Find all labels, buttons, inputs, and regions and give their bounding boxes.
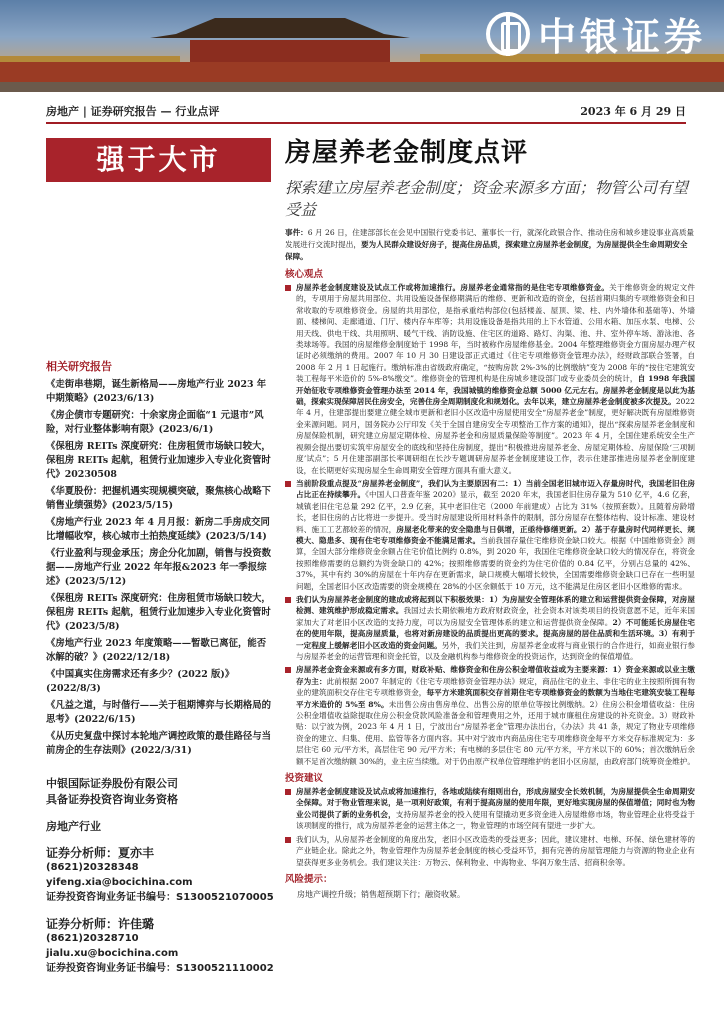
paragraph-bold2: 房屋老化带来的安全隐患与日俱增，正亟待修缮更新。2）基于存量房时代同样更长、规模大、隐患多、现有住宅专项维修资金不能满足需求。 (296, 524, 695, 545)
related-report-link[interactable]: 《 中国真实住房需求还有多少？(2022 版)》(2022/8/3) (46, 668, 274, 696)
company-name: 中银国际证券股份有限公司 (46, 777, 178, 790)
paragraph-bold: 我们认为房屋养老金制度的建成或将起到以下积极效果：1）为房屋安全管理体系的建立和运营提供资金保障，对房屋检测、建筑维护形成稳定需求。 (296, 594, 695, 616)
related-report-link[interactable]: 《 华夏股份：把握机遇实现规模突破，聚焦核心战略下销售业绩强势》(2023/5/15) (46, 485, 274, 513)
risk-text: 房地产调控升级；销售超预期下行；融资收紧。 (297, 889, 465, 899)
event-lead: 事件： (285, 228, 308, 237)
company-qualification: 具备证券投资咨询业务资格 (46, 793, 178, 806)
analyst-block-1 (46, 846, 274, 905)
report-date: 2023 年 6 月 29 日 (580, 105, 686, 118)
related-report-link[interactable]: 《 房地产行业 2023 年度策略——暂歇已离征，能否冰解的破？》(2022/12/18) (46, 637, 274, 665)
paragraph-text2: 2022 年 4 月，住建部提出要建立健全城市更新和老旧小区改造中房屋使用安全“房屋养老金”制度，更好解决既有房屋维修资金来源问题。同月，国务院办公厅印发《关于全国自建房安全专项整治工作方案的通知》，提出“探索房屋养老金制度和房屋保险机制，研究建立房屋定期体检、房屋养老金和房屋质量保险等制度”。2023 年 4 月，全国住建系统安全生产视频会提出要切实筑牢房屋安全的底线和坚持住房制度，提出“积极推进房屋养老金、房屋定期体检、房屋保险‘三项制度’试点”；5 月住建部副部长率调研组在长沙专题调研房屋养老金制度建设工作，表示住建部推进房屋养老金制度建设，在长期更好实现房屋全生命周期安全管理方面具有重大意义。 (296, 397, 696, 475)
bullet-square-icon (285, 481, 291, 487)
paragraph-bold: 房屋养老金制度建设及试点或将加速推行，各地或陆续有细则出台，形成房屋安全长效机制，为房屋提供全生命周期安全保障。对于物业管理来说，是一项利好政策，有利于提高房屋的使用年限，更好地实现房屋的保值增值；同时也为物业公司提供了新的业务机会， (296, 787, 695, 819)
analyst-phone: (8621)20328710 (46, 933, 139, 944)
paragraph-text: 关于维修资金的规定文件的，专项用于房屋共用部位、共用设施设备保修期满后的维修、更新和改造的资金，包括首期归集的专项维修资金和日常收取的专项维修资金。房屋的共用部位，是指承重结构部位(包括楼盖、屋顶、梁、柱、内外墙体和基础等)、外墙面、楼梯间、走廊通道、门厅、楼内存车库等；共用设施设备是指共用的上下水管道、公用水箱、加压水泵、电梯、公用天线、供电干线、共用照明、暖气干线、消防设施、住宅区的道路、路灯、沟渠、池、井、室外停车场、游泳池、各类球场等。我国的房屋维修金制度始于 1998 年，当时被称作房屋维修基金。2004 年整理维修资金方面房屋办理产权证时必须缴纳的费用。2007 年 10 月 30 日建设部正式通过《住宅专项维修资金管理办法》，经财政部联合签署，自 2008 年 2 月 1 日起施行。缴纳标准由省级政府确定，“按购房款 2%-3%的比例缴纳”变为 2008 年的“按住宅建筑安装工程每平米造价的 5%-8%缴交”。维修资金的管理机构是住房城乡建设部门或专业委员会的统计， (296, 283, 695, 384)
paragraph-text: 支持房屋养老金的投入使用有望撬动更多资金进入房屋维修市场，物业管理企业将受益于该项制度的推行，成为房屋养老金的运营主体之一，物业管理的市场空间有望进一步扩大。 (296, 809, 696, 831)
bullet-paragraph (285, 786, 695, 832)
related-report-link[interactable]: 《 保租房 REITs 深度研究：住房租赁市场缺口较大，保租房 REITs 起航，租赁行业加速步入专业化资管时代》(2023/5/8) (46, 592, 274, 634)
related-report-link[interactable]: 《 房企债市专题研究：十余家房企面临“1 元退市”风险，对行业整体影响有限》(2023/6/1) (46, 409, 274, 437)
bullet-square-icon (285, 285, 291, 291)
paragraph-bold2: 2）不可能延长房屋住宅在的使用年限，提高房屋质量，也将对新房建设的品质提出更高的要求。提高房屋的居住品质和生活环境。3）有利于一定程度上缓解老旧小区改造的资金问题。 (296, 617, 695, 650)
section-core-heading: 核心观点 (285, 269, 324, 280)
related-heading: 相关研究报告 (46, 360, 112, 373)
analyst-email[interactable]: yifeng.xia@bocichina.com (46, 877, 193, 888)
related-report-link[interactable]: 《 房地产行业 2023 年 4 月月报：新房二手房成交同比增幅收窄，核心城市土拍热度延续》(2023/5/14) (46, 516, 274, 544)
bullet-square-icon (285, 597, 291, 603)
bullet-paragraph (285, 664, 695, 767)
report-title: 房屋养老金制度点评 (285, 138, 529, 168)
related-report-link[interactable]: 《 从历史复盘中探讨本轮地产调控政策的最佳路径与当前房企的生存法则》(2022/3/31) (46, 730, 274, 758)
palace-hall-image (190, 40, 390, 62)
company-logo (486, 6, 706, 61)
sidebar (46, 360, 274, 976)
event-text: 6 月 26 日，住建部部长在会见中国银行党委书记、董事长一行，就深化政银合作、推动住房和城乡建设事业高质量发展进行交流时提出， (285, 228, 695, 249)
bullet-paragraph (285, 834, 695, 868)
paragraph-bold: 房屋养老金资金来源或有多方面，财政补贴、维修资金和住房公积金增值收益或为主要来源：1）资金来源或以业主缴存为主： (296, 665, 695, 686)
related-list (46, 378, 274, 758)
analyst-phone: (8621)20328348 (46, 862, 139, 873)
related-report-link[interactable]: 《 走街串巷期，诞生新格局——房地产行业 2023 年中期策略》(2023/6/13) (46, 378, 274, 406)
breadcrumb (46, 100, 686, 124)
paragraph-bold: 当前阶段重点提及“房屋养老金制度”，我们认为主要原因有二：1）当前全国老旧城市迈入存量房时代，我国老旧住房占比正在持续攀升。 (296, 478, 695, 500)
paragraph-bold2: 自 1998 年我国开始征收专项维修资金管理办法至 2014 年，我国城镇的维修资金总额 5000 亿元左右。房屋养老金制度是以此为基础，探索实现保障居民住房安全，完善住房全周期制度化和规划化。去年以来，建立房屋养老金制度被多次提及。 (296, 374, 695, 407)
paragraph-text: 我们认为，从房屋养老金制度的角度出发，老旧小区改造类的受益更多；因此，建议建材、电梯、环保、绿色建材等的产业链企业。除此之外，物业管理作为房屋养老金制度的核心受益环节，拥有完善的房屋管理能力与资源的物业企业有望获得更多业务机会。我们建议关注：万物云、保利物业、中海物业、华润万象生活、招商积余等。 (296, 834, 695, 867)
header-banner (0, 0, 724, 92)
analyst-cert: 证券投资咨询业务证书编号：S1300521110002 (46, 963, 274, 974)
paragraph-bold: 房屋养老金制度建设及试点工作或将加速推行。房屋养老金通常指的是住宅专项维修资金。 (296, 283, 610, 292)
industry-label: 房地产行业 (46, 820, 101, 833)
event-summary (285, 227, 695, 263)
palace-ground-image (0, 82, 724, 92)
analyst-block-2 (46, 917, 274, 976)
analyst-name: 证券分析师：许佳璐 (46, 917, 155, 931)
related-report-link[interactable]: 《 凡益之道，与时偕行——关于租期博弈与长期格局的思考》(2022/6/15) (46, 699, 274, 727)
paragraph-text2: 当前我国存量住宅维修资金缺口较大。根据《中国维修资金》测算，全国大部分维修资金余额占住宅价值比例约 0.8%，到 2020 年，我国住宅维修资金缺口较大的情况存在，将资金按照维修需要的总额约为资金缺口的 42%；按照维修需要的资金约为住宅价值的 0.84 亿平，分别占总量的 42%、37%，其中有约 30%的房屋在十年内存在更新需求，缺口规模大幅增长较快，全国需要维修资金缺口已存在一些明显问题，全国老旧小区改造需要的资金规模在 28%的小区余额低于 10 万元，这不能满足住房区老旧小区维修的需求。 (296, 535, 696, 591)
boc-logo-icon (486, 12, 530, 56)
main-content (285, 132, 695, 900)
investment-points (285, 786, 695, 868)
report-subtitle: 探索建立房屋养老金制度；资金来源多方面；物管公司有望受益 (285, 179, 689, 219)
company-info (46, 776, 274, 808)
paragraph-bold2: 每平方米建筑面积交存首期住宅专项维修资金的数额为当地住宅建筑安装工程每平方米造价的 5%至 8%。 (296, 688, 695, 709)
paragraph-text2: 另外，我们关注到，房屋养老金或将与商业银行的合作进行，如商业银行参与房屋养老金的运营管理和资金托管，以及金融机构参与维修资金的投资运作，达到资金的保值增值。 (296, 640, 696, 661)
paragraph-text: 我国过去长期依赖地方政府财政资金，社会资本对该类项目的投资意愿不足，近年来国家加大了对老旧小区改造的支持力度，可以为房屋安全管理体系的建立和运营提供资金保障。 (296, 606, 696, 627)
analyst-name: 证券分析师：夏亦丰 (46, 846, 155, 860)
event-bold: 要为人民群众建设好房子，提高住房品质，探索建立房屋养老金制度，为房屋提供全生命周期安全保障。 (285, 240, 688, 261)
breadcrumb-label: 房地产 | 证券研究报告 — 行业点评 (46, 105, 220, 118)
analyst-cert: 证券投资咨询业务证书编号：S1300521070005 (46, 892, 274, 903)
bullet-square-icon (285, 837, 291, 843)
paragraph-text: 《中国人口普查年鉴 2020》显示，截至 2020 年末，我国老旧住房存量为 510 亿平，4.6 亿套，城镇老旧住宅总量 292 亿平，2.9 亿套，其中老旧住宅（2000 年前建成）占比为 31%（按照套数）。且随着房龄增长，老旧住房的占比将进一步提升。受当时房屋建设所用材料条件的限制，部分房屋存在整体结构、设计标准、建设材料、施工工艺都较差的情况， (296, 490, 695, 534)
rating-badge: 强于大市 (46, 138, 271, 182)
paragraph-text: 此前根据 2007 年制定的《住宅专项维修资金管理办法》规定，商品住宅的业主、非住宅的业主按照所拥有物业的建筑面积交存住宅专项维修资金， (296, 676, 696, 698)
bullet-paragraph (285, 282, 695, 476)
related-report-link[interactable]: 《 行业盈利与现金承压；房企分化加剧，销售与投资数据——房地产行业 2022 年年报&2023 年一季报综述》(2023/5/12) (46, 547, 274, 589)
analyst-email[interactable]: jialu.xu@bocichina.com (46, 948, 179, 959)
core-points (285, 282, 695, 767)
logo-text: 中银证券 (537, 15, 706, 59)
paragraph-text2: 未出售公房由售房单位、出售公房的原单位等按比例缴纳。2）住房公积金增值收益：住房公积金增值收益除提取住房公积金贷款风险准备金和管理费用之外，还用于城市廉租住房建设的补充资金。3）财政补贴：以宁波为例，2023 年 4 月 1 日，宁波出台“房屋养老金”管理办法出台，《办法》共 41 条，规定了物业专项维修资金的建立、归集、使用、监管等各方面内容。其中对宁波市内商品房住宅专项维修资金每平方米交存标准规定为：多层住宅 60 元/平方米，高层住宅 90 元/平方米；有电梯的多层住宅 80 元/平方米，平方米以下的 60%；首次缴纳后余额不足首次缴纳额 30%的，业主应当续缴。对于仍由原产权单位管理维护的老旧小区房屋，由政府部门统筹资金维护。 (296, 699, 695, 766)
section-risk-heading: 风险提示： (285, 873, 333, 885)
bullet-square-icon (285, 789, 291, 795)
related-report-link[interactable]: 《 保租房 REITs 深度研究：住房租赁市场缺口较大，保租房 REITs 起航，租赁行业加速步入专业化资管时代》20230508 (46, 440, 274, 482)
bullet-paragraph (285, 478, 695, 592)
bullet-paragraph (285, 594, 695, 662)
bullet-square-icon (285, 667, 291, 673)
section-invest-heading: 投资建议 (285, 773, 324, 785)
